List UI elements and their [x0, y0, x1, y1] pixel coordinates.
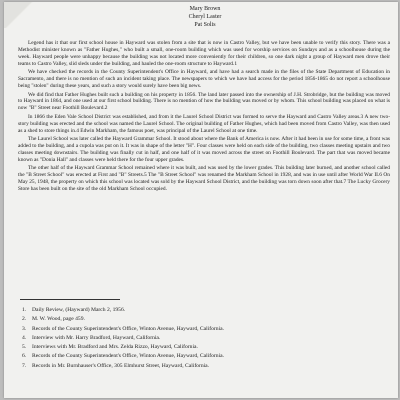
- footnote: 5. Interviews with Mr. Bradford and Mrs. Zelda Rizzo, Hayward, California.: [22, 344, 198, 351]
- footnote: 4. Interview with Mr. Harry Bradford, Hayward, California.: [22, 334, 161, 341]
- folded-corner: [4, 2, 34, 28]
- footnote: 1. Daily Review, (Hayward) March 2, 1956.: [22, 307, 126, 313]
- paragraph: We have checked the records in the County Superintendent's Office in Hayward, and have had a search made in the files of the State Department of Education in Sacramento, and there is no mention of such an incident taking place. The newspapers to which we have had access for the period 1856-1865 do not report a schoolhouse being "stolen" during these years, and such a story would surely have been big news.: [18, 69, 390, 90]
- paragraph: We did find that Father Hughes built such a building on his property in 1856. The land later passed into the ownership of J.H. Strobridge, but the building was moved to Hayward in 1864, and one used at our first school building. There is no mention of how the building was moved or by whom. This school building was placed on what is now "B" Street near Foothill Boulevard.2: [18, 91, 390, 112]
- author-name: Cheryl Laster: [188, 14, 222, 20]
- paragraph: Legend has it that our first school house in Hayward was stolen from a site that is now in Castro Valley, but we have been unable to verify this story. There was a Methodist minister known as "Father Hughes," who built a small, one-room building which was used for worship services on Sundays and as a schoolhouse during the week. Hayward people were unhappy because the building was not located more conveniently for their children, so one dark night a group of Hayward men drove their teams to Castro Valley, slid sleds under the building, and hauled the one-room structure to Hayward.1: [18, 40, 390, 67]
- footnote: 7. Records in Mr. Burnhauser's Office, 305 Elmhurst Street, Hayward, California.: [22, 362, 210, 369]
- footnote: 3. Records of the County Superintendent's Office, Winton Avenue, Hayward, California.: [22, 325, 225, 332]
- author-name: Pat Solis: [194, 22, 216, 28]
- paragraph: The Laurel School was later called the Hayward Grammar School. It stood about where the Bank of America is now. After it had been in use for some time, a front was added to the building, and a cupola was put on it. It was in shape of the letter "H". Four classes were held on each side of the building, two classes meeting upstairs and two classes meeting downstairs. The building was finally cut in half, and one half of it was moved across the street on Foothill Boulevard. The part that was moved became known as "Donia Hall" and classes were held there for the four upper grades.: [18, 136, 390, 163]
- paragraph: The other half of the Hayward Grammar School remained where it was built, and was used by the lower grades. This building later burned, and another school called the "B Street School" was erected at First and "B" Streets.5 The "B Street School" was renamed the Markham School in 1928, and was in use until after World War II.6 On May 25, 1948, the property on which this school was located was sold by the Hayward School District, and the building was torn down soon after that.7 The Lucky Grocery Store has been built on the site of the old Markham School occupied.: [18, 165, 390, 193]
- footnote-divider: [20, 299, 120, 300]
- footnote-list: [22, 306, 382, 371]
- paragraph: In 1866 the Eden Vale School District was established, and from it the Laurel School District was formed to serve the Hayward and Castro Valley areas.3 A new two-story building was erected and the school was named the Laurel School. The original building of Father Hughes, which had been moved from Castro Valley, was then used as a shed to store things in.4 Edwin Markham, the famous poet, was principal of the Laurel School at one time.: [18, 113, 390, 134]
- footnote: 6. Records of the County Superintendent's Office, Winton Avenue, Hayward, California.: [22, 353, 225, 360]
- author-list: [165, 5, 245, 29]
- author-name: Mary Brown: [189, 6, 221, 12]
- body-text: [18, 40, 390, 284]
- footnote: 2. M. W. Wood, page 459.: [22, 316, 85, 323]
